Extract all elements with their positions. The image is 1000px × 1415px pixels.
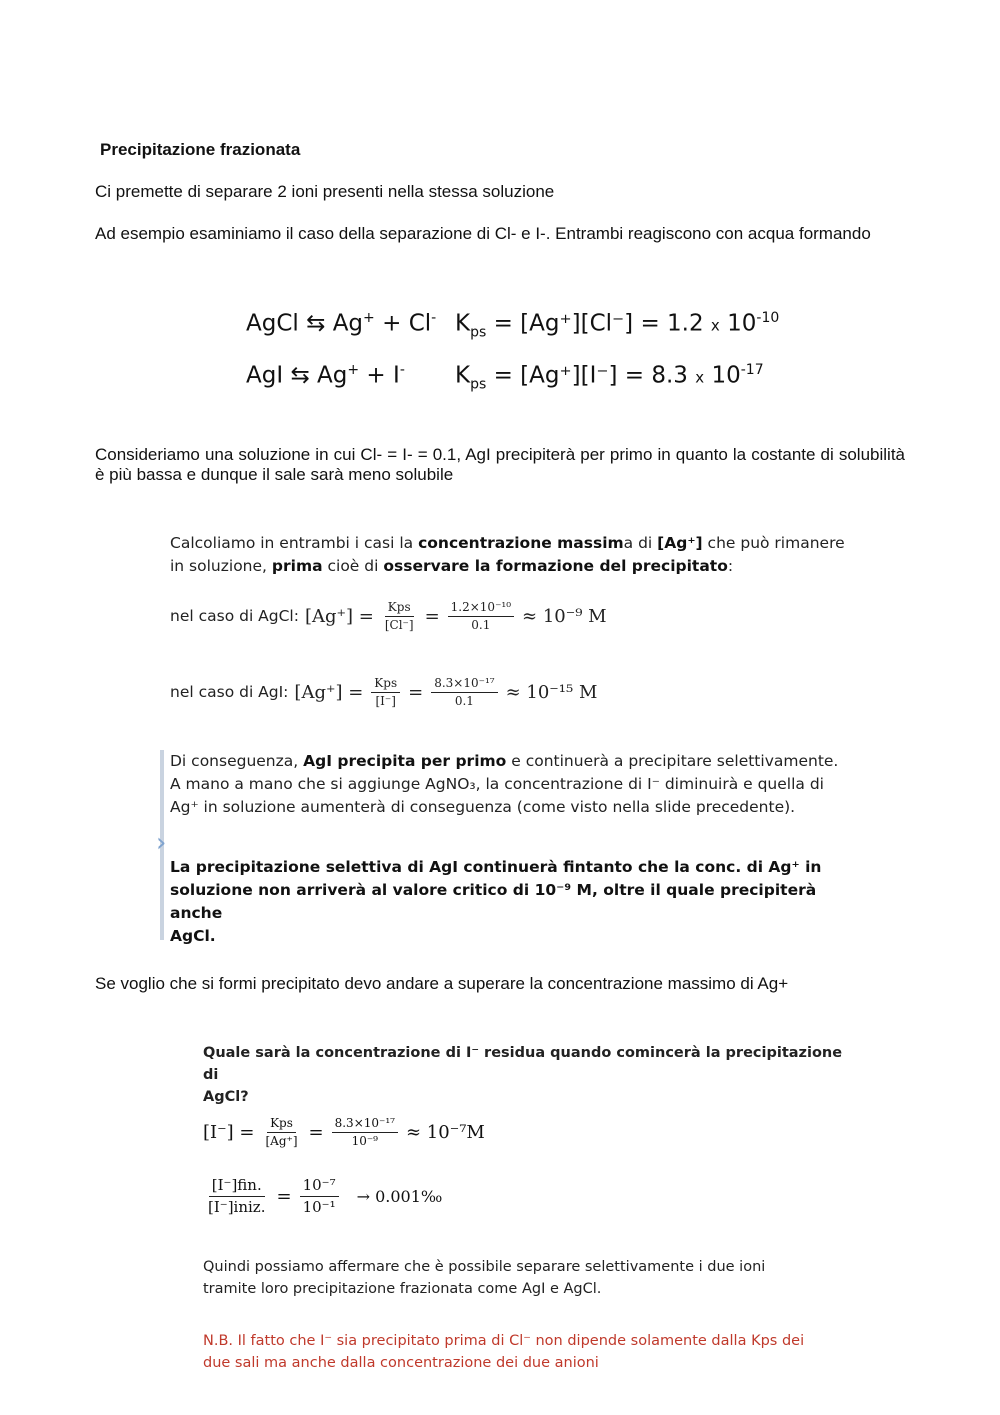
selective-line3: AgCl. <box>170 927 216 945</box>
slide-conclusion <box>203 1256 843 1300</box>
conclusion-line2: tramite loro precipitazione frazionata come AgI e AgCl. <box>203 1281 602 1297</box>
note-line1: N.B. Il fatto che I⁻ sia precipitato prima di Cl⁻ non dipende solamente dalla Kps dei <box>203 1333 805 1349</box>
selective-line1: La precipitazione selettiva di AgI continuerà fintanto che la conc. di Ag⁺ in <box>170 858 822 876</box>
question-line2: AgCl? <box>203 1089 249 1105</box>
paragraph-consider: Consideriamo una soluzione in cui Cl- = I- = 0.1, AgI precipiterà per primo in quanto la costante di solubilità è più bassa e dunque il sale sarà meno solubile <box>95 445 905 484</box>
slide-max-concentration <box>170 532 870 578</box>
calc-agi: nel caso di AgI: [Ag⁺] = $\frac{\text{Kps}}{[I^-]}$ = $\frac{\text{8.3×10⁻¹⁷}}{0.1}$ ≈ 10⁻¹⁵ M <box>170 676 598 708</box>
kps-agi: $K_{ps} = [Ag^+][I^-] = 8.3$ x $10^{-17}$ <box>455 362 764 393</box>
slide-intro-line1: Calcoliamo in entrambi i casi la concentrazione massima di [Ag⁺] che può rimanere <box>170 534 845 552</box>
paragraph-intro: Ci premette di separare 2 ioni presenti nella stessa soluzione <box>95 182 555 201</box>
conclusion-line1: Quindi possiamo affermare che è possibile separare selettivamente i due ioni <box>203 1259 766 1275</box>
slide-question <box>203 1042 843 1108</box>
consequence-line3: Ag⁺ in soluzione aumenterà di conseguenza (come visto nella slide precedente). <box>170 798 796 816</box>
selective-line2: soluzione non arriverà al valore critico di 10⁻⁹ M, oltre il quale precipiterà anche <box>170 881 817 922</box>
calc-residual-iodide: [I⁻] = $\frac{\text{Kps}}{[Ag^+]}$ = $\frac{\text{8.3×10⁻¹⁷}}{\text{10⁻⁹}}$ ≈ 10⁻⁷M <box>203 1116 485 1148</box>
kps-agcl: $K_{ps} = [Ag^+][Cl^-] = 1.2$ x $10^{-10}$ <box>455 310 780 341</box>
slide-intro-line2: in soluzione, prima cioè di osservare la formazione del precipitato: <box>170 557 734 575</box>
equilibrium-agi: AgI ⇆ Ag+ + I- <box>246 362 405 389</box>
slide-note <box>203 1330 843 1374</box>
note-line2: due sali ma anche dalla concentrazione dei due anioni <box>203 1355 599 1371</box>
page-title: Precipitazione frazionata <box>100 140 301 159</box>
equilibrium-agcl: AgCl ⇆ Ag+ + Cl- <box>246 310 437 337</box>
chevron-right-icon: › <box>156 828 167 858</box>
paragraph-example: Ad esempio esaminiamo il caso della separazione di Cl- e I-. Entrambi reagiscono con acqua formando <box>95 224 871 243</box>
question-line1: Quale sarà la concentrazione di I⁻ residua quando comincerà la precipitazione di <box>203 1045 843 1083</box>
slide-selective <box>170 856 850 948</box>
calc-agcl: nel caso di AgCl: [Ag⁺] = $\frac{\text{Kps}}{[Cl^-]}$ = $\frac{\text{1.2×10⁻¹⁰}}{0.1}$ ≈ 10⁻⁹ M <box>170 600 607 632</box>
slide-consequence <box>170 750 870 819</box>
paragraph-exceed: Se voglio che si formi precipitato devo andare a superare la concentrazione massimo di Ag+ <box>95 974 789 993</box>
calc-ratio: $\frac{\text{[I⁻]fin.}}{\text{[I⁻]iniz.}}$ = $\frac{\text{10⁻⁷}}{\text{10⁻¹}}$ → 0.001‰ <box>208 1176 443 1216</box>
consequence-line1: Di conseguenza, AgI precipita per primo e continuerà a precipitare selettivamente. <box>170 752 839 770</box>
consequence-line2: A mano a mano che si aggiunge AgNO₃, la concentrazione di I⁻ diminuirà e quella di <box>170 775 824 793</box>
